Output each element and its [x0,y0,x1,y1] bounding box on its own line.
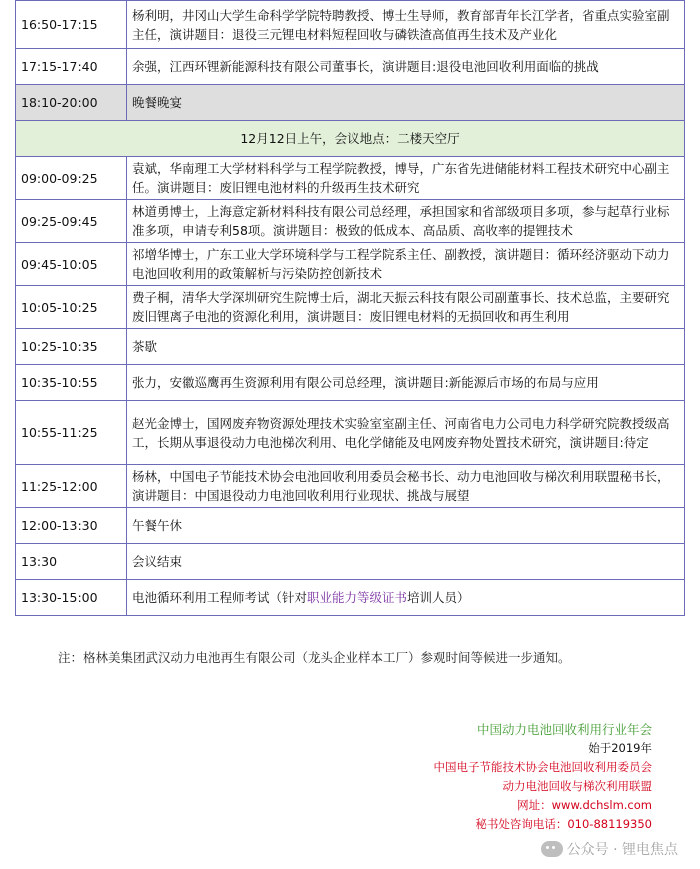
schedule-table [15,0,685,616]
schedule-row [16,243,685,286]
time-cell: 13:30 [16,544,127,580]
phone-text: 秘书处咨询电话：010-88119350 [475,817,652,831]
schedule-row [16,286,685,329]
time-cell: 09:45-10:05 [16,243,127,286]
section-header: 12月12日上午，会议地点：二楼天空厅 [16,121,685,157]
schedule-row [16,401,685,465]
section-header-row [16,121,685,157]
committee-name: 中国电子节能技术协会电池回收利用委员会 [433,760,652,774]
schedule-row [16,508,685,544]
time-cell: 10:35-10:55 [16,365,127,401]
time-cell: 10:55-11:25 [16,401,127,465]
content-cell: 张力，安徽巡鹰再生资源利用有限公司总经理，演讲题目:新能源后市场的布局与应用 [127,365,685,401]
content-cell: 费子桐，清华大学深圳研究生院博士后，湖北天振云科技有限公司副董事长、技术总监，主要研究废旧锂离子电池的资源化利用，演讲题目：废旧锂电材料的无损回收和再生利用 [127,286,685,329]
schedule-row [16,49,685,85]
time-cell: 10:05-10:25 [16,286,127,329]
schedule-row [16,85,685,121]
content-cell: 会议结束 [127,544,685,580]
content-cell: 祁增华博士，广东工业大学环境科学与工程学院系主任、副教授，演讲题目：循环经济驱动下动力电池回收利用的政策解析与污染防控创新技术 [127,243,685,286]
content-cell: 林道勇博士，上海意定新材料科技有限公司总经理，承担国家和省部级项目多项，参与起草行业标准多项，申请专利58项。演讲题目：极致的低成本、高品质、高收率的提锂技术 [127,200,685,243]
time-cell: 17:15-17:40 [16,49,127,85]
certificate-link[interactable]: 职业能力等级证书 [307,590,408,605]
schedule-row [16,465,685,508]
content-cell: 赵光金博士，国网废弃物资源处理技术实验室室副主任、河南省电力公司电力科学研究院教授级高工，长期从事退役动力电池梯次利用、电化学储能及电网废弃物处置技术研究，演讲题目:待定 [127,401,685,465]
content-cell [127,580,685,616]
content-text: 电池循环利用工程师考试（针对 [132,590,308,605]
time-cell: 18:10-20:00 [16,85,127,121]
time-cell: 09:25-09:45 [16,200,127,243]
schedule-row [16,157,685,200]
schedule-row [16,544,685,580]
since-text: 始于2019年 [588,741,652,755]
time-cell: 09:00-09:25 [16,157,127,200]
time-cell: 16:50-17:15 [16,1,127,49]
org-title: 中国动力电池回收利用行业年会 [476,722,652,737]
watermark-text: 公众号 · 锂电焦点 [566,842,678,858]
time-cell: 10:25-10:35 [16,329,127,365]
content-cell: 袁斌，华南理工大学材料科学与工程学院教授，博导，广东省先进储能材料工程技术研究中心副主任。演讲题目：废旧锂电池材料的升级再生技术研究 [127,157,685,200]
schedule-row [16,1,685,49]
schedule-row [16,365,685,401]
schedule-row [16,329,685,365]
content-cell: 杨利明，井冈山大学生命科学学院特聘教授、博士生导师，教育部青年长江学者，省重点实验室副主任，演讲题目：退役三元锂电材料短程回收与磷铁渣高值再生技术及产业化 [127,1,685,49]
footer [434,720,653,834]
content-cell: 茶歇 [127,329,685,365]
time-cell: 12:00-13:30 [16,508,127,544]
watermark [541,839,678,859]
content-text: 培训人员） [407,590,470,605]
content-cell: 晚餐晚宴 [127,85,685,121]
alliance-name: 动力电池回收与梯次利用联盟 [502,779,652,793]
content-cell: 余强，江西环锂新能源科技有限公司董事长，演讲题目:退役电池回收利用面临的挑战 [127,49,685,85]
note-text: 注：格林美集团武汉动力电池再生有限公司（龙头企业样本工厂）参观时间等候进一步通知。 [58,650,571,665]
time-cell: 13:30-15:00 [16,580,127,616]
time-cell: 11:25-12:00 [16,465,127,508]
wechat-icon [541,841,563,857]
schedule-row [16,200,685,243]
content-cell: 杨林，中国电子节能技术协会电池回收利用委员会秘书长、动力电池回收与梯次利用联盟秘书长，演讲题目：中国退役动力电池回收利用行业现状、挑战与展望 [127,465,685,508]
content-cell: 午餐午休 [127,508,685,544]
website-text[interactable]: 网址：www.dchslm.com [517,798,652,812]
schedule-row [16,580,685,616]
